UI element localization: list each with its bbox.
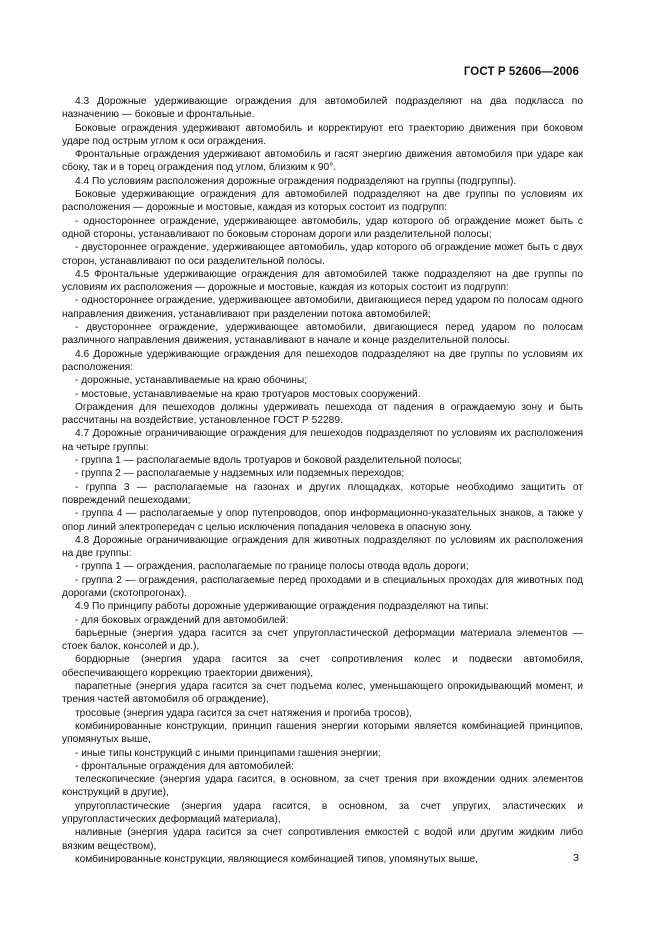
- document-body: [62, 95, 583, 866]
- list-item: - фронтальные ограждения для автомобилей:: [75, 760, 294, 772]
- paragraph: 4.8 Дорожные ограничивающие ограждения для животных подразделяют по условиям их расположения на две группы:: [62, 534, 583, 560]
- paragraph: 4.7 Дорожные ограничивающие ограждения для пешеходов подразделяют по условиям их расположения на четыре группы:: [62, 428, 583, 453]
- paragraph: бордюрные (энергия удара гасится за счет сопротивления колес и подвески автомобиля, обеспечивающего коррекцию траектории движения),: [62, 654, 583, 679]
- paragraph: парапетные (энергия удара гасится за счет подъема колес, уменьшающего опрокидывающий момент, и трения частей автомобиля об ограждение),: [62, 681, 583, 706]
- paragraph: упругопластические (энергия удара гасится, в основном, за счет упругих, эластических и упругопластических деформаций материала),: [62, 800, 583, 826]
- list-item: - одностороннее ограждение, удерживающее автомобили, двигающиеся перед ударом по полосам одного направления движения, устанавливают при разделении потока автомобилей;: [62, 295, 583, 320]
- list-item: - иные типы конструкций с иными принципами гашения энергии;: [75, 747, 381, 759]
- list-item: - двустороннее ограждение, удерживающее автомобиль, удар которого об ограждение может быть с двух сторон, устанавливают по оси разделительной полосы.: [62, 242, 583, 267]
- paragraph: телескопические (энергия удара гасится, в основном, за счет трения при вхождении одних элементов конструкций в другие),: [62, 774, 583, 799]
- paragraph: 4.4 По условиям расположения дорожные ограждения подразделяют на группы (подгруппы).: [75, 175, 517, 187]
- list-item: - мостовые, устанавливаемые на краю тротуаров мостовых сооружений.: [75, 388, 421, 400]
- paragraph: комбинированные конструкции, принцип гашения энергии которыми является комбинацией принципов, упомянутых выше,: [62, 720, 583, 746]
- list-item: - группа 1 — располагаемые вдоль тротуаров и боковой разделительной полосы;: [75, 455, 462, 467]
- list-item: - группа 2 — располагаемые у надземных или подземных переходов;: [75, 468, 405, 480]
- paragraph: 4.9 По принципу работы дорожные удерживающие ограждения подразделяют на типы:: [75, 601, 489, 613]
- paragraph: наливные (энергия удара гасится за счет сопротивления емкостей с водой или другим жидким либо вязким веществом),: [62, 827, 583, 852]
- paragraph: Боковые ограждения удерживают автомобиль и корректируют его траекторию движения при боковом ударе под острым углом к оси ограждения.: [62, 122, 583, 147]
- list-item: - группа 2 — ограждения, располагаемые перед проходами и в специальных проходах для животных под дорогами (скотопрогонах).: [62, 574, 583, 599]
- list-item: - двустороннее ограждение, удерживающее автомобили, двигающиеся перед ударом по полосам различного направления движения, устанавливают в начале и конце разделительной полосы.: [62, 322, 583, 347]
- page-number: 3: [573, 852, 579, 864]
- list-item: - группа 3 — располагаемые на газонах и других площадках, которые необходимо защитить от повреждений пешеходами;: [62, 481, 583, 506]
- list-item: - группа 1 — ограждения, располагаемые по границе полосы отвода вдоль дороги;: [75, 561, 469, 573]
- list-item: - дорожные, устанавливаемые на краю обочины;: [75, 375, 308, 387]
- paragraph: комбинированные конструкции, являющиеся комбинацией типов, упомянутых выше,: [75, 853, 479, 865]
- paragraph: 4.5 Фронтальные удерживающие ограждения для автомобилей также подразделяют на две группы по условиям их расположения — дорожные и мостовые, каждая из которых состоит из подгрупп:: [62, 268, 583, 294]
- list-item: - одностороннее ограждение, удерживающее автомобиль, удар которого об ограждение может быть с одной стороны, устанавливают по боковым сторонам дороги или разделительной полосы;: [62, 215, 583, 240]
- list-item: - для боковых ограждений для автомобилей:: [75, 614, 289, 626]
- paragraph: Боковые удерживающие ограждения для автомобилей подразделяют на две группы по условиям их расположения — дорожные и мостовые, каждая из которых состоит из подгрупп:: [62, 189, 583, 214]
- paragraph: барьерные (энергия удара гасится за счет упругопластической деформации материала элементов — стоек балок, консолей и др.),: [62, 627, 583, 653]
- paragraph: Ограждения для пешеходов должны удерживать пешехода от падения в ограждаемую зону и быть рассчитаны на воздействие, установленное ГОСТ Р 52289.: [62, 401, 583, 427]
- paragraph: тросовые (энергия удара гасится за счет натяжения и прогиба тросов),: [75, 707, 412, 719]
- paragraph: Фронтальные ограждения удерживают автомобиль и гасят энергию движения автомобиля при ударе как сбоку, так и в торец ограждения под углом, близким к 90°.: [62, 149, 583, 174]
- paragraph: 4.6 Дорожные удерживающие ограждения для пешеходов подразделяют на две группы по условиям их расположения:: [62, 348, 583, 373]
- list-item: - группа 4 — располагаемые у опор путепроводов, опор информационно-указательных знаков, а также у опор линий электропередач с целью исключения попадания человека в опасную зону.: [62, 508, 583, 533]
- paragraph: 4.3 Дорожные удерживающие ограждения для автомобилей подразделяют на два подкласса по назначению — боковые и фронтальные.: [62, 96, 583, 121]
- document-code-header: ГОСТ Р 52606—2006: [463, 66, 579, 78]
